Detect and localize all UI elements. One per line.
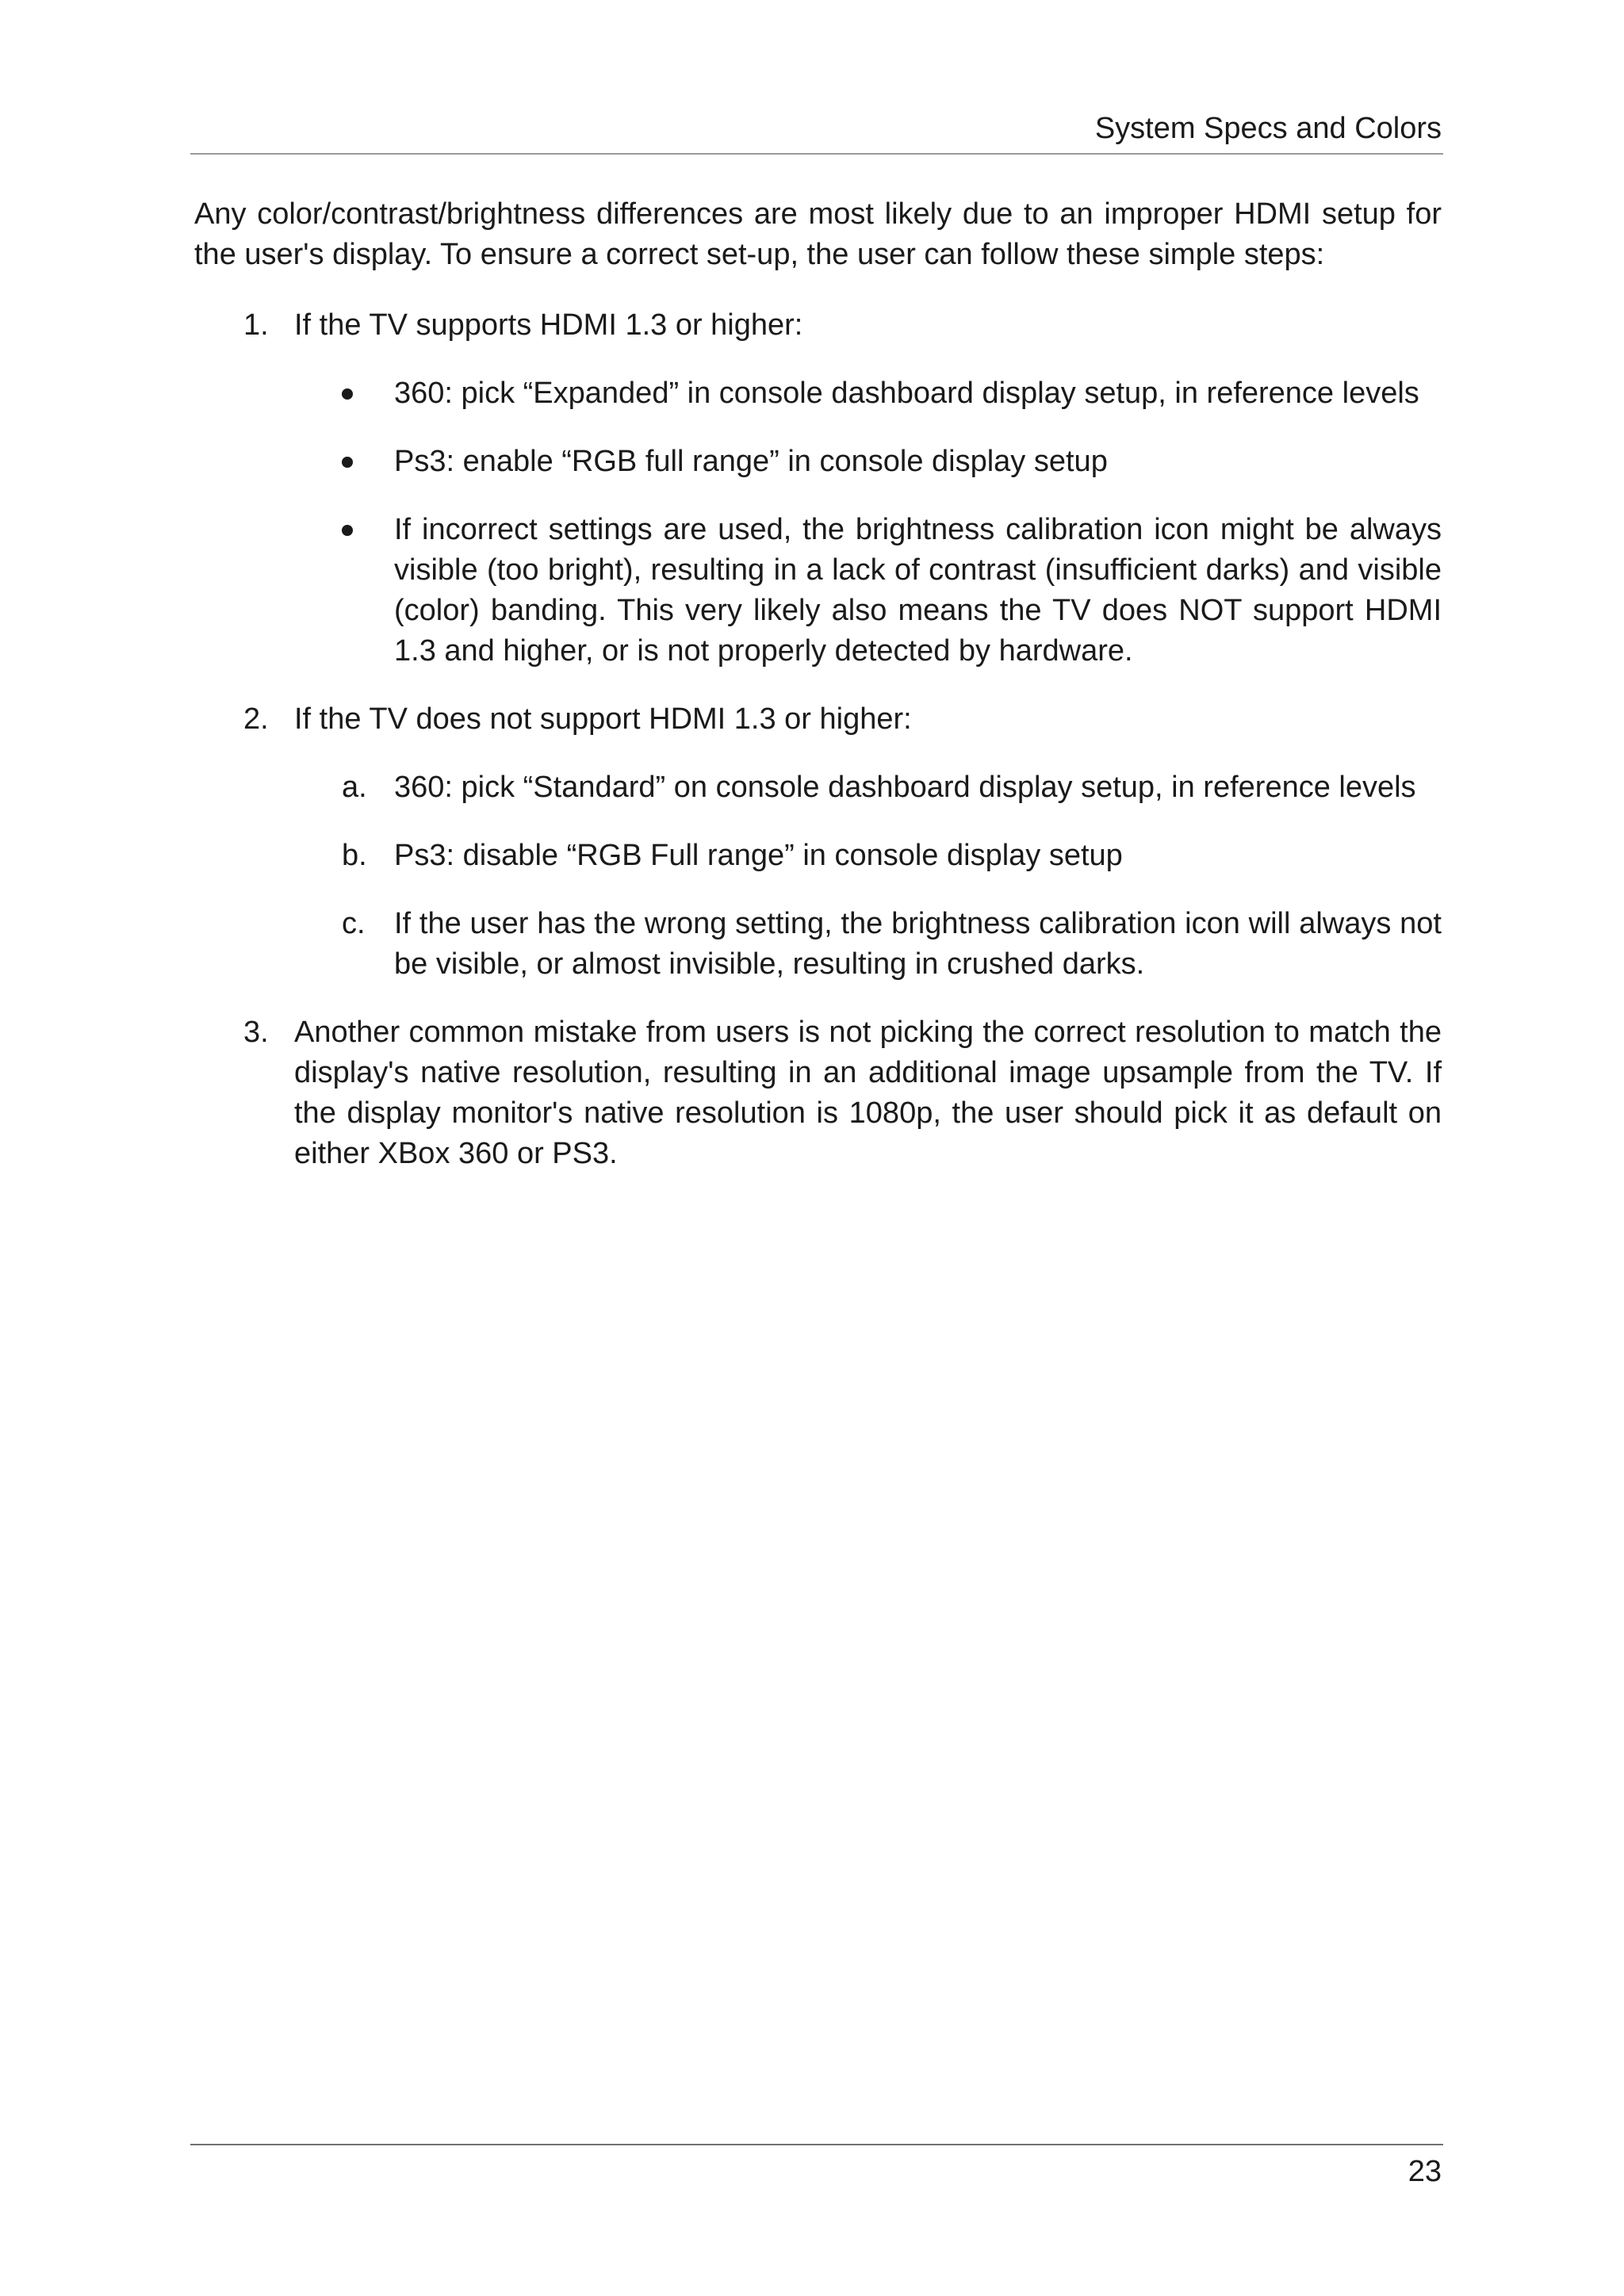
step-text: Another common mistake from users is not picking the correct resolution to match the display's native resolution, resulting in an additional image upsample from the TV. If the display monitor's native resolution is 1080p, the user should pick it as default on either XBox 360 or PS3. xyxy=(294,1016,1442,1170)
header-divider xyxy=(190,153,1443,155)
step-number: 2. xyxy=(243,702,269,736)
bullet-text: 360: pick “Expanded” in console dashboard display setup, in reference levels xyxy=(394,377,1419,410)
lettered-item xyxy=(294,836,1442,876)
step-item xyxy=(194,1012,1442,1174)
item-letter: c. xyxy=(342,907,366,940)
running-header: System Specs and Colors xyxy=(1094,112,1442,145)
step-text: If the TV does not support HDMI 1.3 or higher: xyxy=(294,702,912,736)
step-number: 1. xyxy=(243,308,269,342)
item-text: 360: pick “Standard” on console dashboard display setup, in reference levels xyxy=(394,771,1416,804)
intro-paragraph: Any color/contrast/brightness differences are most likely due to an improper HDMI setup for the user's display. To ensure a correct set-up, the user can follow these simple steps: xyxy=(194,197,1442,271)
footer-divider xyxy=(190,2144,1443,2145)
bullet-item xyxy=(294,442,1442,482)
bullet-icon xyxy=(342,525,353,536)
bullet-item xyxy=(294,373,1442,414)
item-letter: a. xyxy=(342,771,367,804)
step-text: If the TV supports HDMI 1.3 or higher: xyxy=(294,308,803,342)
bullet-text: Ps3: enable “RGB full range” in console display setup xyxy=(394,445,1108,478)
bullet-icon xyxy=(342,388,353,400)
step-item xyxy=(194,699,1442,985)
step-item xyxy=(194,305,1442,672)
bullet-text: If incorrect settings are used, the brightness calibration icon might be always visible (too bright), resulting in a lack of contrast (insufficient darks) and visible (color) banding. This very likely also means the TV does NOT support HDMI 1.3 and higher, or is not properly detected by hardware. xyxy=(394,513,1442,668)
item-text: Ps3: disable “RGB Full range” in console display setup xyxy=(394,839,1123,872)
bullet-icon xyxy=(342,457,353,468)
item-text: If the user has the wrong setting, the brightness calibration icon will always not be visible, or almost invisible, resulting in crushed darks. xyxy=(394,907,1442,981)
bullet-list xyxy=(294,373,1442,672)
lettered-list xyxy=(294,767,1442,985)
step-number: 3. xyxy=(243,1016,269,1049)
lettered-item xyxy=(294,904,1442,985)
document-body xyxy=(194,194,1442,1202)
page-number: 23 xyxy=(1408,2155,1442,2188)
lettered-item xyxy=(294,767,1442,808)
item-letter: b. xyxy=(342,839,367,872)
bullet-item xyxy=(294,510,1442,672)
